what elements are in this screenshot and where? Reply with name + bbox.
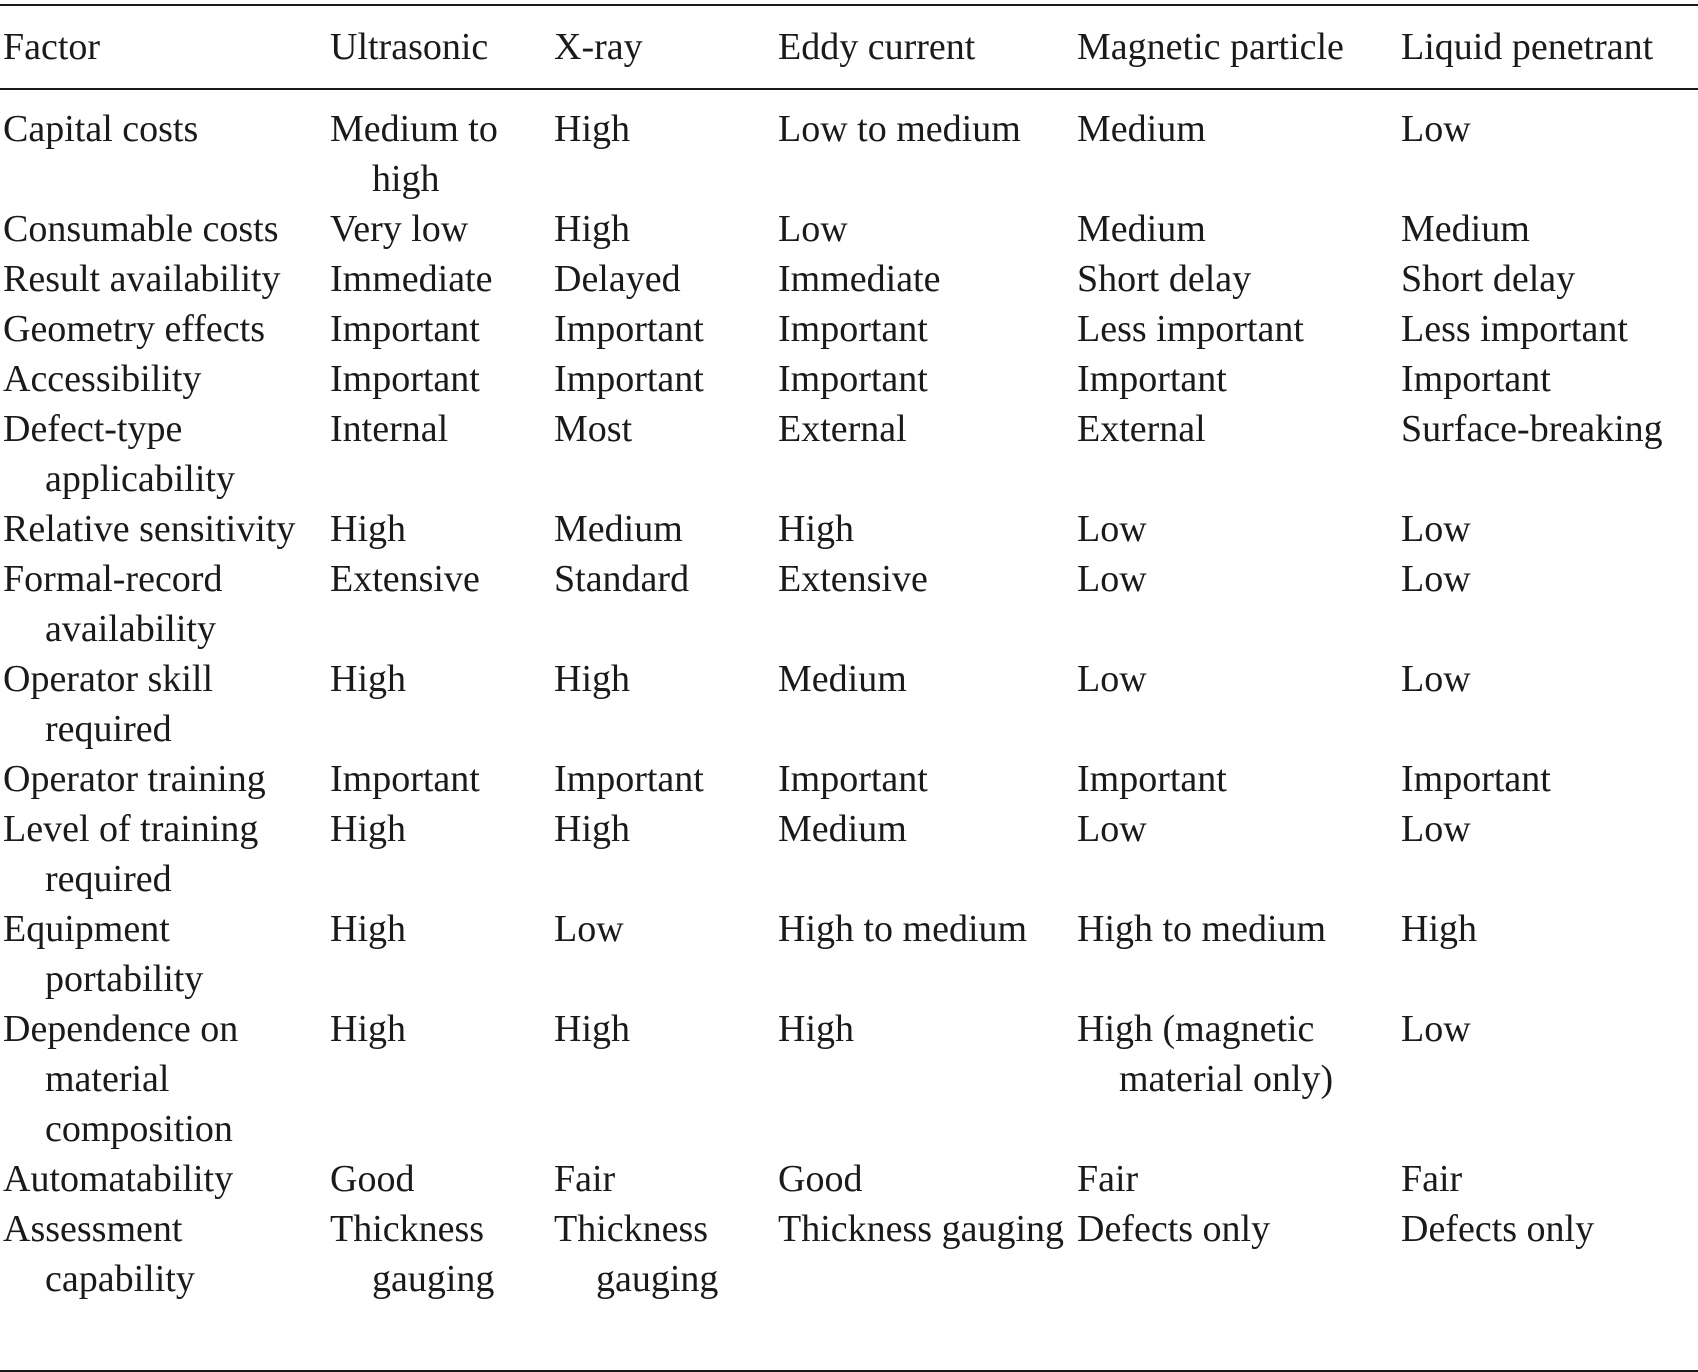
table-cell bbox=[327, 1204, 551, 1304]
table-cell bbox=[775, 404, 1074, 504]
column-header-eddy-current bbox=[775, 22, 1074, 92]
table-cell bbox=[1398, 654, 1698, 754]
row-factor-cell bbox=[0, 404, 327, 504]
cell-value: Important bbox=[554, 358, 704, 400]
cell-value: Low bbox=[1077, 508, 1147, 550]
table-cell bbox=[551, 92, 775, 204]
table-cell bbox=[1398, 1004, 1698, 1154]
cell-value: Important bbox=[778, 758, 928, 800]
header-row bbox=[0, 22, 1698, 92]
factor-label: Dependence on material composition bbox=[3, 1008, 239, 1150]
table-cell bbox=[775, 254, 1074, 304]
table-cell bbox=[1398, 904, 1698, 1004]
cell-value: Good bbox=[778, 1158, 863, 1200]
table-cell bbox=[1074, 1004, 1398, 1154]
table-cell bbox=[327, 404, 551, 504]
cell-value: Delayed bbox=[554, 258, 681, 300]
cell-value: High bbox=[554, 108, 630, 150]
table-cell bbox=[775, 1204, 1074, 1304]
table-row bbox=[0, 754, 1698, 804]
table-cell bbox=[327, 1154, 551, 1204]
table-cell bbox=[1074, 354, 1398, 404]
cell-value: Less important bbox=[1077, 308, 1304, 350]
cell-value: High bbox=[330, 508, 406, 550]
cell-value: Low bbox=[1077, 658, 1147, 700]
table-cell bbox=[327, 354, 551, 404]
factor-label: Result availability bbox=[3, 258, 281, 300]
cell-value: Defects only bbox=[1401, 1208, 1595, 1250]
table-cell bbox=[327, 804, 551, 904]
cell-value: Medium bbox=[1401, 208, 1530, 250]
factor-label: Geometry effects bbox=[3, 308, 266, 350]
cell-value: Important bbox=[778, 308, 928, 350]
column-header-factor bbox=[0, 22, 327, 92]
table-cell bbox=[775, 1004, 1074, 1154]
table-cell bbox=[775, 504, 1074, 554]
table-row bbox=[0, 1204, 1698, 1304]
row-factor-cell bbox=[0, 804, 327, 904]
table-cell bbox=[327, 254, 551, 304]
cell-value: Thickness gauging bbox=[554, 1208, 719, 1300]
table-row bbox=[0, 254, 1698, 304]
cell-value: Surface-breaking bbox=[1401, 408, 1663, 450]
cell-value: Most bbox=[554, 408, 633, 450]
top-rule bbox=[0, 4, 1698, 6]
table-cell bbox=[1074, 754, 1398, 804]
cell-value: Low bbox=[1401, 108, 1471, 150]
cell-value: Low bbox=[1401, 1008, 1471, 1050]
column-header-label: Magnetic particle bbox=[1077, 26, 1344, 68]
cell-value: Extensive bbox=[778, 558, 928, 600]
table-cell bbox=[775, 554, 1074, 654]
cell-value: Fair bbox=[554, 1158, 616, 1200]
cell-value: High bbox=[554, 208, 630, 250]
cell-value: Thickness gauging bbox=[330, 1208, 495, 1300]
cell-value: Thickness gauging bbox=[778, 1208, 1065, 1250]
table-row bbox=[0, 354, 1698, 404]
table-cell bbox=[1074, 1154, 1398, 1204]
factor-label: Formal-record availability bbox=[3, 558, 223, 650]
cell-value: High bbox=[554, 808, 630, 850]
table-row bbox=[0, 504, 1698, 554]
factor-label: Operator training bbox=[3, 758, 266, 800]
table-row bbox=[0, 304, 1698, 354]
row-factor-cell bbox=[0, 504, 327, 554]
cell-value: High bbox=[554, 658, 630, 700]
table-row bbox=[0, 204, 1698, 254]
table-cell bbox=[327, 754, 551, 804]
column-header-magnetic-particle bbox=[1074, 22, 1398, 92]
column-header-label: X-ray bbox=[554, 26, 643, 68]
table-cell bbox=[551, 554, 775, 654]
cell-value: Low bbox=[554, 908, 624, 950]
factor-label: Automatability bbox=[3, 1158, 234, 1200]
table-cell bbox=[775, 354, 1074, 404]
cell-value: High to medium bbox=[778, 908, 1028, 950]
cell-value: High bbox=[330, 908, 406, 950]
cell-value: Medium bbox=[1077, 208, 1206, 250]
row-factor-cell bbox=[0, 904, 327, 1004]
row-factor-cell bbox=[0, 754, 327, 804]
table-cell bbox=[1074, 804, 1398, 904]
cell-value: Low bbox=[1077, 558, 1147, 600]
table-cell bbox=[327, 554, 551, 654]
cell-value: Immediate bbox=[330, 258, 493, 300]
table-cell bbox=[327, 654, 551, 754]
table-row bbox=[0, 1154, 1698, 1204]
cell-value: Low bbox=[1401, 808, 1471, 850]
cell-value: High bbox=[330, 808, 406, 850]
table-cell bbox=[1074, 254, 1398, 304]
table-row bbox=[0, 804, 1698, 904]
table-cell bbox=[1398, 354, 1698, 404]
table-row bbox=[0, 1004, 1698, 1154]
column-header-label: Ultrasonic bbox=[330, 26, 489, 68]
table-cell bbox=[1074, 554, 1398, 654]
factor-label: Assessment capability bbox=[3, 1208, 195, 1300]
table-header bbox=[0, 22, 1698, 92]
row-factor-cell bbox=[0, 92, 327, 204]
row-factor-cell bbox=[0, 354, 327, 404]
column-header-liquid-penetrant bbox=[1398, 22, 1698, 92]
column-header-label: Liquid penetrant bbox=[1401, 26, 1654, 68]
cell-value: External bbox=[1077, 408, 1206, 450]
cell-value: Medium bbox=[554, 508, 683, 550]
table-cell bbox=[551, 204, 775, 254]
table-cell bbox=[551, 1004, 775, 1154]
cell-value: Important bbox=[330, 358, 480, 400]
table-cell bbox=[327, 1004, 551, 1154]
table-cell bbox=[551, 254, 775, 304]
cell-value: Important bbox=[1401, 358, 1551, 400]
table-cell bbox=[1074, 404, 1398, 504]
table-cell bbox=[551, 354, 775, 404]
table-row bbox=[0, 654, 1698, 754]
table-cell bbox=[1398, 404, 1698, 504]
cell-value: Important bbox=[330, 308, 480, 350]
table-cell bbox=[1398, 554, 1698, 654]
table-cell bbox=[327, 204, 551, 254]
cell-value: Important bbox=[1401, 758, 1551, 800]
cell-value: External bbox=[778, 408, 907, 450]
cell-value: Very low bbox=[330, 208, 469, 250]
table-cell bbox=[775, 654, 1074, 754]
cell-value: Medium to high bbox=[330, 108, 498, 200]
cell-value: Important bbox=[554, 758, 704, 800]
cell-value: High bbox=[554, 1008, 630, 1050]
cell-value: High bbox=[778, 508, 854, 550]
table-cell bbox=[551, 804, 775, 904]
table-cell bbox=[327, 92, 551, 204]
table-cell bbox=[1398, 204, 1698, 254]
cell-value: High bbox=[330, 658, 406, 700]
table-cell bbox=[551, 754, 775, 804]
cell-value: Immediate bbox=[778, 258, 941, 300]
cell-value: Short delay bbox=[1401, 258, 1576, 300]
cell-value: Medium bbox=[1077, 108, 1206, 150]
cell-value: Low bbox=[1401, 508, 1471, 550]
factor-label: Consumable costs bbox=[3, 208, 279, 250]
cell-value: Low bbox=[1401, 558, 1471, 600]
cell-value: Short delay bbox=[1077, 258, 1252, 300]
cell-value: Medium bbox=[778, 658, 907, 700]
table-row bbox=[0, 554, 1698, 654]
row-factor-cell bbox=[0, 554, 327, 654]
table-cell bbox=[1398, 754, 1698, 804]
factor-label: Level of training required bbox=[3, 808, 259, 900]
factor-label: Operator skill required bbox=[3, 658, 214, 750]
table-cell bbox=[551, 654, 775, 754]
cell-value: Defects only bbox=[1077, 1208, 1271, 1250]
row-factor-cell bbox=[0, 304, 327, 354]
row-factor-cell bbox=[0, 254, 327, 304]
cell-value: Standard bbox=[554, 558, 690, 600]
table-cell bbox=[775, 904, 1074, 1004]
cell-value: Important bbox=[1077, 758, 1227, 800]
table-cell bbox=[775, 92, 1074, 204]
table-body bbox=[0, 92, 1698, 1304]
table-cell bbox=[327, 504, 551, 554]
row-factor-cell bbox=[0, 654, 327, 754]
cell-value: Internal bbox=[330, 408, 449, 450]
table-cell bbox=[551, 504, 775, 554]
factor-label: Capital costs bbox=[3, 108, 199, 150]
table-cell bbox=[551, 1204, 775, 1304]
table-cell bbox=[327, 904, 551, 1004]
row-factor-cell bbox=[0, 204, 327, 254]
factor-label: Defect-type applicability bbox=[3, 408, 235, 500]
table-cell bbox=[1398, 504, 1698, 554]
column-header-label: Eddy current bbox=[778, 26, 976, 68]
cell-value: Low bbox=[1077, 808, 1147, 850]
factor-label: Equipment portability bbox=[3, 908, 204, 1000]
table-cell bbox=[775, 804, 1074, 904]
table-cell bbox=[775, 754, 1074, 804]
factor-label: Relative sensitivity bbox=[3, 508, 296, 550]
table-cell bbox=[1074, 92, 1398, 204]
cell-value: High bbox=[1401, 908, 1477, 950]
row-factor-cell bbox=[0, 1154, 327, 1204]
table-cell bbox=[1398, 304, 1698, 354]
cell-value: Extensive bbox=[330, 558, 480, 600]
cell-value: Medium bbox=[778, 808, 907, 850]
cell-value: High to medium bbox=[1077, 908, 1327, 950]
column-header-label: Factor bbox=[3, 26, 101, 68]
table-cell bbox=[1074, 654, 1398, 754]
column-header-x-ray bbox=[551, 22, 775, 92]
factor-label: Accessibility bbox=[3, 358, 202, 400]
table-cell bbox=[1398, 804, 1698, 904]
table-cell bbox=[1398, 1204, 1698, 1304]
row-factor-cell bbox=[0, 1204, 327, 1304]
cell-value: Low bbox=[778, 208, 848, 250]
table-cell bbox=[551, 404, 775, 504]
table-row bbox=[0, 92, 1698, 204]
nde-methods-comparison-table bbox=[0, 22, 1698, 1304]
table-row bbox=[0, 404, 1698, 504]
table-cell bbox=[551, 904, 775, 1004]
table-cell bbox=[551, 304, 775, 354]
cell-value: Important bbox=[778, 358, 928, 400]
table-cell bbox=[1074, 504, 1398, 554]
table-cell bbox=[1074, 904, 1398, 1004]
table-cell bbox=[1398, 254, 1698, 304]
cell-value: Important bbox=[554, 308, 704, 350]
cell-value: Fair bbox=[1401, 1158, 1463, 1200]
cell-value: Good bbox=[330, 1158, 415, 1200]
table-cell bbox=[775, 1154, 1074, 1204]
cell-value: Important bbox=[1077, 358, 1227, 400]
cell-value: Low to medium bbox=[778, 108, 1021, 150]
table-cell bbox=[327, 304, 551, 354]
table-row bbox=[0, 904, 1698, 1004]
table-cell bbox=[775, 304, 1074, 354]
table-cell bbox=[775, 204, 1074, 254]
cell-value: High bbox=[330, 1008, 406, 1050]
table-cell bbox=[1074, 1204, 1398, 1304]
table-cell bbox=[551, 1154, 775, 1204]
cell-value: Less important bbox=[1401, 308, 1628, 350]
row-factor-cell bbox=[0, 1004, 327, 1154]
table-cell bbox=[1398, 1154, 1698, 1204]
cell-value: Fair bbox=[1077, 1158, 1139, 1200]
table-cell bbox=[1074, 204, 1398, 254]
table-cell bbox=[1074, 304, 1398, 354]
cell-value: High (magnetic material only) bbox=[1077, 1008, 1334, 1100]
table-cell bbox=[1398, 92, 1698, 204]
column-header-ultrasonic bbox=[327, 22, 551, 92]
cell-value: Important bbox=[330, 758, 480, 800]
cell-value: Low bbox=[1401, 658, 1471, 700]
cell-value: High bbox=[778, 1008, 854, 1050]
